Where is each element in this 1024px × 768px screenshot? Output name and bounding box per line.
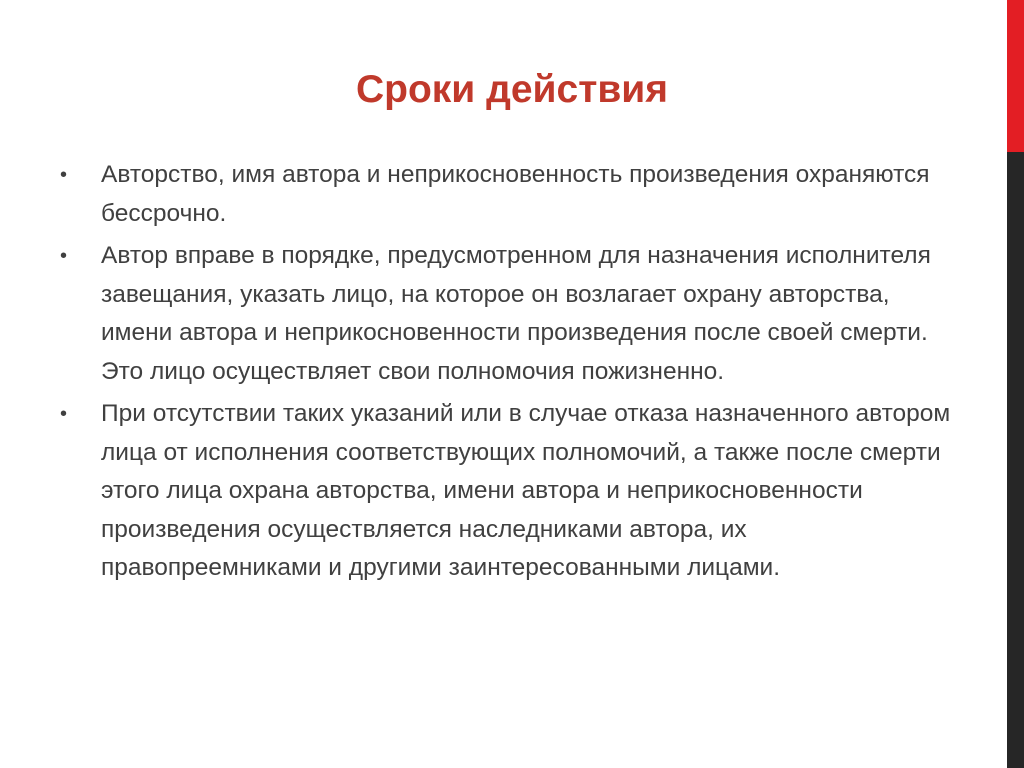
bullet-text: Автор вправе в порядке, предусмотренном для назначения исполнителя завещания, указать лицо, на которое он возлагает охрану авторства, имени автора и неприкосновенности произведения после своей смерти. Это лицо осуществляет свои полномочия пожизненно. [101, 242, 931, 385]
bullet-item-2 [60, 237, 960, 391]
bullet-icon: • [60, 245, 68, 267]
bullet-text: Авторство, имя автора и неприкосновенность произведения охраняются бессрочно. [101, 161, 930, 227]
bullet-icon: • [60, 164, 68, 186]
bullet-item-3 [60, 395, 960, 588]
bullet-icon: • [60, 403, 68, 425]
bullet-list [60, 156, 960, 592]
accent-bar-dark [1007, 152, 1024, 768]
slide-title: Сроки действия [355, 68, 669, 111]
bullet-text: При отсутствии таких указаний или в случае отказа назначенного автором лица от исполнения соответствующих полномочий, а также после смерти этого лица охрана авторства, имени автора и неприкосновенности произведения осуществляется наследниками автора, их правопреемниками и другими заинтересованными лицами. [101, 400, 951, 581]
bullet-item-1 [60, 156, 960, 233]
